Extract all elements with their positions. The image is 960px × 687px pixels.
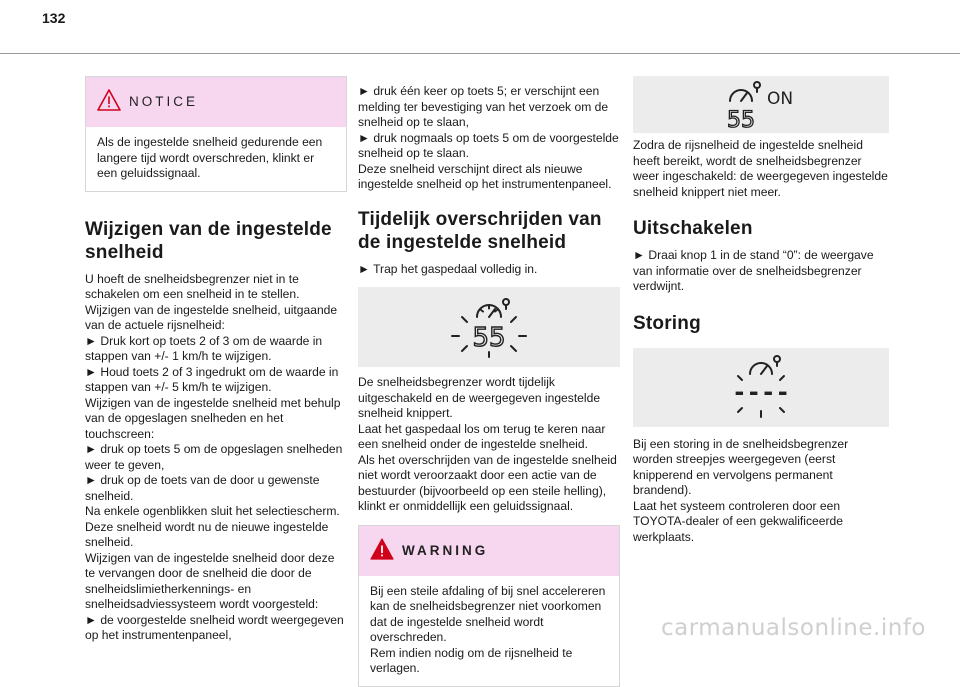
notice-box [85, 76, 347, 192]
warning-title: WARNING [402, 542, 489, 558]
warning-text: Bij een steile afdaling of bij snel accelereren kan de snelheidsbegrenzer niet voorkomen dat de ingestelde snelheid wordt overschreden. Rem indien nodig om de rijsnelheid te verlagen. [370, 583, 606, 675]
switch-off-text: ► Draai knop 1 in de stand “0”: de weergave van informatie over de snelheidsbegrenzer verdwijnt. [633, 248, 874, 293]
on-display-panel [633, 76, 889, 133]
column-left [85, 76, 347, 644]
fault-display-value: ---- [732, 378, 790, 406]
speedometer-on-icon [716, 79, 806, 131]
column-right [633, 76, 889, 545]
heading-exceed-speed: Tijdelijk overschrijden van de ingestelde snelheid [358, 208, 602, 253]
column-middle [358, 76, 620, 687]
notice-text: Als de ingestelde snelheid gedurende een langere tijd wordt overschreden, klinkt er een geluidssignaal. [97, 135, 323, 180]
page-number: 132 [42, 10, 66, 26]
exceed-text: De snelheidsbegrenzer wordt tijdelijk uitgeschakeld en de weergegeven ingestelde snelheid knippert. Laat het gaspedaal los om terug te keren naar een snelheid onder de ingestelde snelheid. Als het overschrijden van de ingestelde snelheid niet wordt veroorzaakt door een actie van de bestuurder (bijvoorbeeld op een steile helling), klinkt er onmiddellijk een geluidssignaal. [358, 375, 617, 513]
fault-text: Bij een storing in de snelheidsbegrenzer worden streepjes weergegeven (eerst knipperend en vervolgens permanent brandend). Laat het systeem controleren door een TOYOTA-dealer of een gekwalificeerde werkplaats. [633, 436, 849, 544]
on-status-text: ON [766, 88, 794, 109]
heading-change-speed: Wijzigen van de ingestelde snelheid [85, 218, 332, 263]
fault-display-panel [633, 348, 889, 427]
speedometer-blinking-icon [444, 295, 534, 359]
on-display-value: 55 [727, 107, 755, 131]
heading-fault: Storing [633, 312, 701, 334]
warning-triangle-filled-icon [369, 537, 395, 561]
exceed-step: ► Trap het gaspedaal volledig in. [358, 261, 538, 276]
warning-header [359, 526, 619, 576]
speedometer-fault-icon [716, 354, 806, 420]
save-speed-text: ► druk één keer op toets 5; er verschijnt een melding ter bevestiging van het verzoek om de snelheid op te slaan, ► druk nogmaals op toets 5 om de voorgestelde snelheid op te slaan. Deze snelheid verschijnt direct als nieuwe ingestelde snelheid op het instrumentenpaneel. [358, 84, 619, 191]
watermark: carmanualsonline.info [660, 615, 926, 641]
warning-box [358, 525, 620, 687]
resume-text: Zodra de rijsnelheid de ingestelde snelheid heeft bereikt, wordt de snelheidsbegrenzer weer ingeschakeld: de weergegeven ingestelde snelheid knippert niet meer. [633, 138, 888, 199]
warning-triangle-icon [96, 88, 122, 112]
notice-title: NOTICE [129, 94, 199, 109]
change-speed-text: U hoeft de snelheidsbegrenzer niet in te schakelen om een snelheid in te stellen. Wijzigen van de ingestelde snelheid, uitgaande van de actuele rijsnelheid: ► Druk kort op toets 2 of 3 om de waarde in stappen van +/- 1 km/h te wijzigen. ► Houd toets 2 of 3 ingedrukt om de waarde in stappen van +/- 5 km/h te wijzigen. Wijzigen van de ingestelde snelheid met behulp van de opgeslagen snelheden en het touchscreen: ► druk op toets 5 om de opgeslagen snelheden weer te geven, ► druk op de toets van de door u gewenste snelheid. Na enkele ogenblikken sluit het selectiescherm. Deze snelheid wordt nu de nieuwe ingestelde snelheid. Wijzigen van de ingestelde snelheid door deze te vervangen door de snelheid die door de snelheidslimietherkennings- en snelheidsadviessysteem wordt voorgesteld: ► de voorgestelde snelheid wordt weergegeven op het instrumentenpaneel, [85, 271, 344, 642]
header-divider [0, 53, 960, 54]
notice-header [86, 77, 346, 127]
heading-switch-off: Uitschakelen [633, 218, 753, 239]
exceed-display-panel [358, 287, 620, 367]
exceed-display-value: 55 [472, 323, 506, 353]
